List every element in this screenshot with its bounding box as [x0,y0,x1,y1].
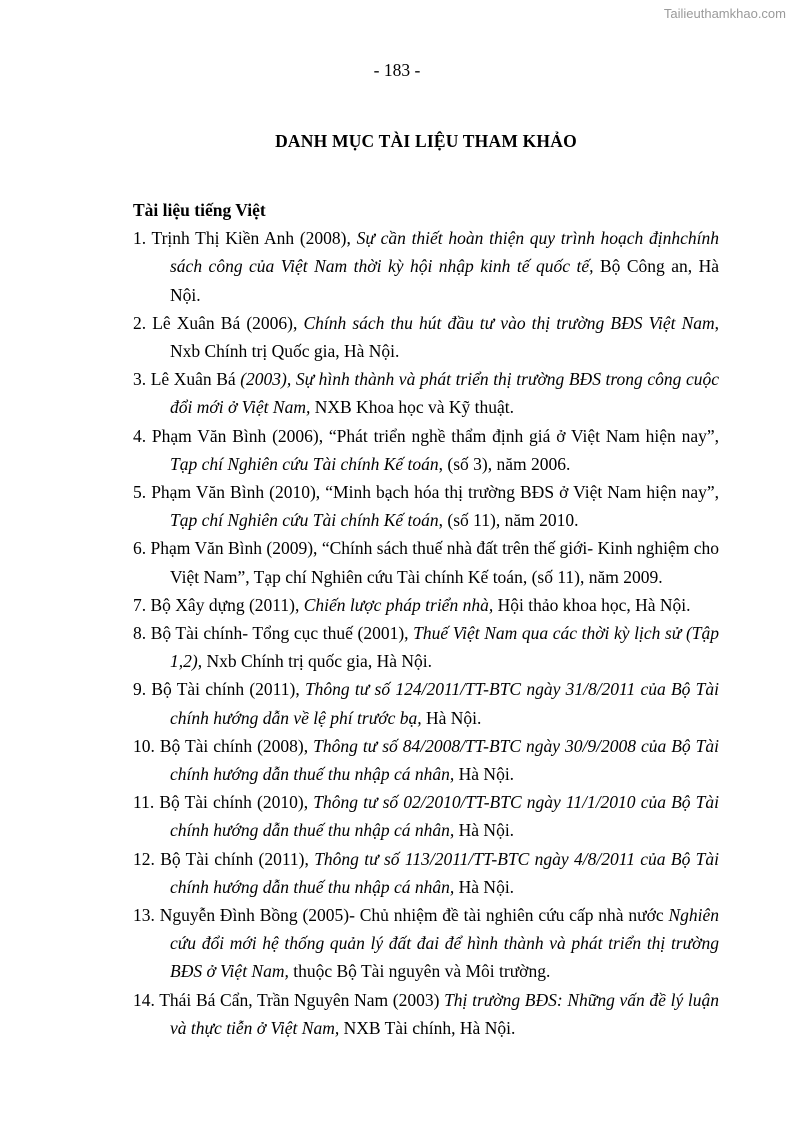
reference-item [133,365,719,421]
reference-title: Tạp chí Nghiên cứu Tài chính Kế toán [170,453,439,474]
reference-title: Thông tư số 113/2011/TT-BTC ngày 4/8/2011 của Bộ Tài chính hướng dẫn thuế thu nhập cá nhân, [170,848,719,897]
reference-title: Chính sách thu hút đầu tư vào thị trường BĐS Việt Nam [303,312,715,333]
reference-publisher: , (số 3), năm 2006. [438,453,571,474]
reference-number: 9. [133,679,147,700]
reference-title: Thuế Việt Nam qua các thời kỳ lịch sử (Tập 1,2) [170,623,720,672]
reference-item [133,478,719,534]
reference-text: Bộ Tài chính (2010), [154,792,314,813]
reference-text: Lê Xuân Bá (2006), [146,312,304,333]
reference-publisher: Hà Nội. [454,876,515,897]
reference-text: Bộ Tài chính (2011), [146,679,305,700]
reference-text: Bộ Xây dựng (2011), [146,594,304,615]
reference-number: 12. [133,848,155,869]
reference-title: Thông tư số 02/2010/TT-BTC ngày 11/1/2010 của Bộ Tài chính hướng dẫn thuế thu nhập cá nhân, [170,792,719,841]
reference-number: 4. [133,425,147,446]
reference-title: Thông tư số 124/2011/TT-BTC ngày 31/8/2011 của Bộ Tài chính hướng dẫn về lệ phí trước bạ, [170,679,719,728]
reference-item [133,534,719,590]
reference-title: Nghiên cứu đổi mới hệ thống quản lý đất đai để hình thành và phát triển thị trường BĐS ở Việt Nam, [170,905,719,982]
reference-item [133,224,719,309]
reference-item [133,619,719,675]
reference-number: 1. [133,228,147,249]
reference-item [133,901,719,986]
reference-list [133,224,719,1042]
reference-title: Thông tư số 84/2008/TT-BTC ngày 30/9/2008 của Bộ Tài chính hướng dẫn thuế thu nhập cá nhân, [170,735,719,785]
reference-item [133,788,719,844]
reference-title: Sự cần thiết hoàn thiện quy trình hoạch địnhchính sách công của Việt Nam thời kỳ hội nhập kinh tế quốc tế, [170,228,720,277]
reference-number: 6. [133,538,147,559]
reference-item [133,845,719,901]
reference-item [133,422,719,478]
page-number: - 183 - [373,60,421,80]
reference-publisher: , Nxb Chính trị quốc gia, Hà Nội. [197,651,432,672]
reference-number: 7. [133,594,147,615]
reference-text: Bộ Tài chính (2008), [154,735,314,756]
watermark: Tailieuthamkhao.com [663,6,786,21]
reference-number: 11. [133,792,155,813]
reference-text: Phạm Văn Bình (2010), “Minh bạch hóa thị trường BĐS ở Việt Nam hiện nay”, [146,482,719,503]
reference-text: Bộ Tài chính- Tổng cục thuế (2001), [146,623,414,644]
reference-title: Chiến lược pháp triển nhà, [303,594,494,615]
reference-publisher: Hà Nội. [421,707,482,728]
reference-item [133,591,719,619]
reference-publisher: , (số 11), năm 2010. [438,510,579,531]
reference-publisher: NXB Tài chính, Hà Nội. [339,1017,516,1038]
reference-number: 13. [133,905,155,926]
reference-item [133,309,719,365]
reference-section [133,196,719,1042]
reference-number: 3. [133,369,147,390]
reference-text: Trịnh Thị Kiền Anh (2008), [146,228,357,249]
reference-text: Nguyễn Đình Bồng (2005)- Chủ nhiệm đề tài nghiên cứu cấp nhà nước [154,905,669,926]
reference-text: Phạm Văn Bình (2006), “Phát triển nghề thẩm định giá ở Việt Nam hiện nay”, [146,425,719,446]
reference-item [133,675,719,731]
page-title: DANH MỤC TÀI LIỆU THAM KHẢO [275,131,577,151]
reference-number: 10. [133,735,155,756]
reference-number: 5. [133,482,147,503]
reference-publisher: Hội thảo khoa học, Hà Nội. [493,594,691,615]
reference-publisher: NXB Khoa học và Kỹ thuật. [310,397,515,418]
reference-title: Thị trường BĐS: Những vấn đề lý luận và thực tiễn ở Việt Nam, [170,989,719,1038]
reference-item [133,986,719,1042]
reference-title: Tạp chí Nghiên cứu Tài chính Kế toán [170,510,439,531]
section-heading: Tài liệu tiếng Việt [133,200,266,220]
reference-publisher: , Nxb Chính trị Quốc gia, Hà Nội. [170,312,720,362]
reference-text: Bộ Tài chính (2011), [154,848,315,869]
reference-text: Lê Xuân Bá [146,369,241,390]
reference-number: 2. [133,312,147,333]
reference-number: 14. [133,989,155,1010]
reference-title: (2003), Sự hình thành và phát triển thị trường BĐS trong công cuộc đổi mới ở Việt Nam, [170,369,719,418]
reference-publisher: Hà Nội. [454,820,515,841]
reference-publisher: Hà Nội. [454,764,515,785]
reference-publisher: thuộc Bộ Tài nguyên và Môi trường. [288,961,551,982]
reference-publisher: Bộ Công an, Hà Nội. [170,256,719,305]
reference-number: 8. [133,623,147,644]
reference-text: Thái Bá Cẩn, Trần Nguyên Nam (2003) [154,989,445,1010]
reference-text: Phạm Văn Bình (2009), “Chính sách thuế nhà đất trên thế giới- Kinh nghiệm cho Việt Nam”, Tạp chí Nghiên cứu Tài chính Kế toán, (số 11), năm 2009. [146,538,719,587]
reference-item [133,732,719,788]
